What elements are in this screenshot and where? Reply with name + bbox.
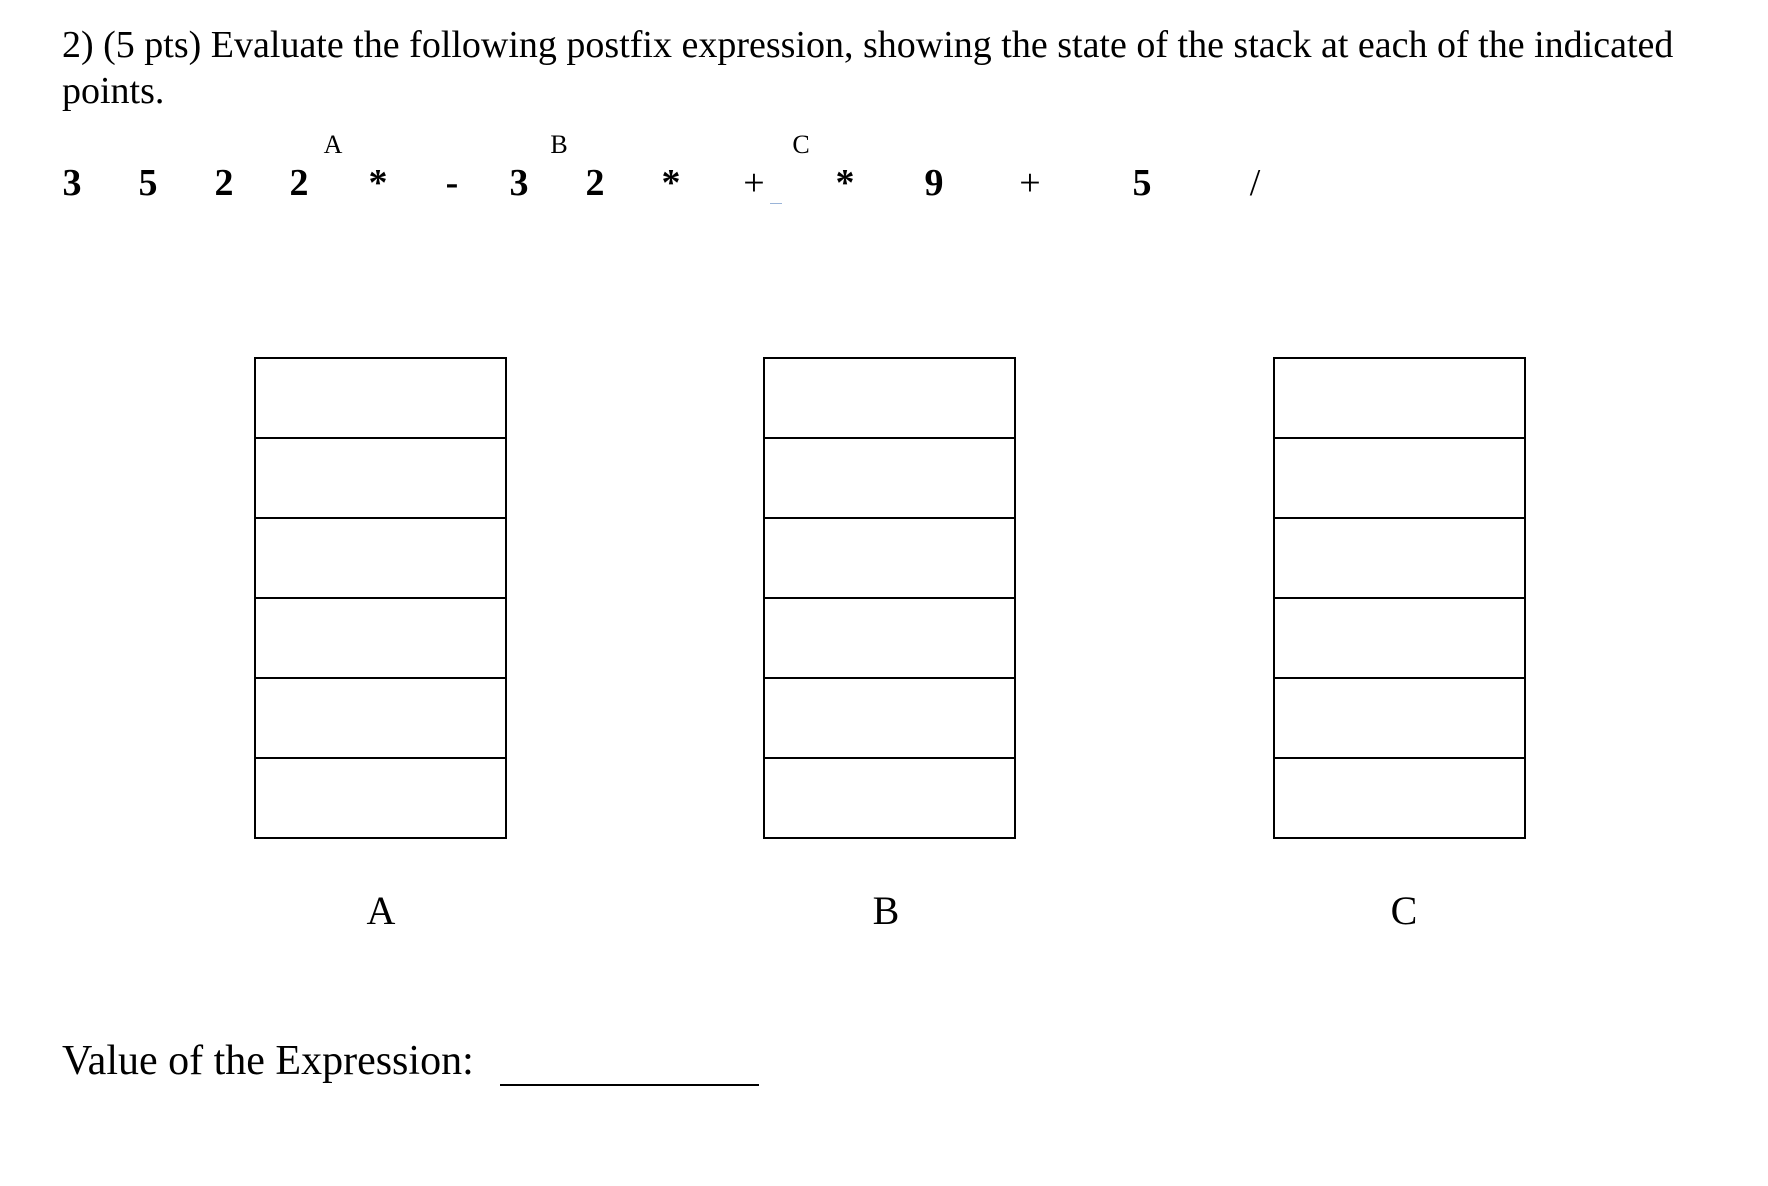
stack-cell[interactable] [1275,359,1524,439]
cursor-underline [770,203,782,204]
stack-cell[interactable] [1275,759,1524,837]
expression-token: 2 [214,162,234,204]
expression-token: 2 [585,162,605,204]
stack-cell[interactable] [765,679,1014,759]
expression-token: + [743,162,765,204]
stack-cell[interactable] [256,679,505,759]
expression-token: 5 [1132,162,1152,204]
stack-label-b: B [872,888,900,933]
stack-cell[interactable] [1275,439,1524,519]
stack-cell[interactable] [1275,599,1524,679]
point-marker-a: A [323,130,343,159]
stack-cell[interactable] [765,599,1014,679]
expression-token: 5 [138,162,158,204]
expression-token: 9 [924,162,944,204]
stack-b [763,357,1016,839]
stack-a [254,357,507,839]
stack-cell[interactable] [765,519,1014,599]
expression-token: + [1019,162,1041,204]
expression-token: - [445,162,459,204]
question-text: 2) (5 pts) Evaluate the following postfix expression, showing the state of the stack at each of the indicated points. [62,24,1674,112]
stack-label-a: A [366,888,396,933]
stack-cell[interactable] [765,359,1014,439]
expression-token: 3 [509,162,529,204]
answer-label: Value of the Expression: [62,1038,474,1084]
stack-cell[interactable] [256,599,505,679]
stack-c [1273,357,1526,839]
expression-token: 2 [289,162,309,204]
expression-token: * [661,162,681,204]
stack-cell[interactable] [256,359,505,439]
expression-token: 3 [62,162,82,204]
stack-cell[interactable] [1275,519,1524,599]
expression-token: * [368,162,388,204]
point-marker-c: C [792,130,810,159]
expression-token: * [835,162,855,204]
answer-blank[interactable] [500,1084,759,1086]
stack-cell[interactable] [1275,679,1524,759]
stack-label-c: C [1390,888,1418,933]
stack-cell[interactable] [256,439,505,519]
stack-cell[interactable] [256,519,505,599]
expression-token: / [1249,162,1261,204]
stack-cell[interactable] [256,759,505,837]
point-marker-b: B [550,130,568,159]
stack-cell[interactable] [765,759,1014,837]
stack-cell[interactable] [765,439,1014,519]
